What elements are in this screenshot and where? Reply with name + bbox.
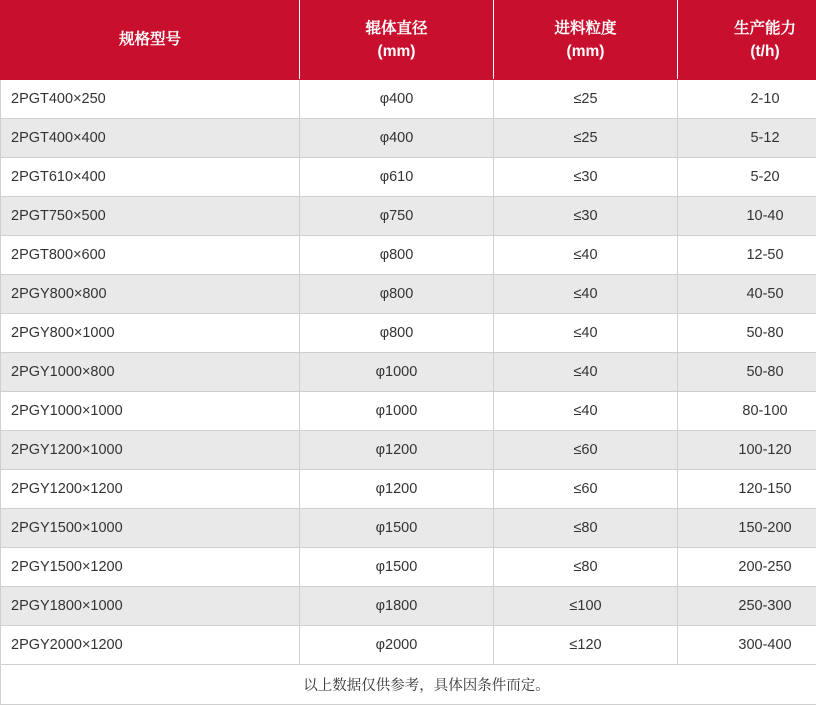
cell-model: 2PGY800×800 [1, 275, 300, 314]
table-footer [1, 665, 816, 705]
cell-model: 2PGY2000×1200 [1, 626, 300, 665]
cell-capacity: 250-300 [678, 587, 816, 626]
table-row [1, 509, 816, 548]
column-header-feed-size [494, 1, 678, 80]
cell-feed-size: ≤60 [494, 431, 678, 470]
table-body [1, 80, 816, 665]
table-row [1, 626, 816, 665]
cell-roller-diameter: φ800 [300, 314, 494, 353]
cell-model: 2PGY800×1000 [1, 314, 300, 353]
table-row [1, 431, 816, 470]
column-header-feed-size-title: 进料粒度 [554, 20, 616, 37]
cell-roller-diameter: φ1800 [300, 587, 494, 626]
column-header-model [1, 1, 300, 80]
cell-model: 2PGY1200×1000 [1, 431, 300, 470]
cell-model: 2PGT400×400 [1, 119, 300, 158]
cell-roller-diameter: φ1200 [300, 431, 494, 470]
cell-roller-diameter: φ750 [300, 197, 494, 236]
table-row [1, 80, 816, 119]
column-header-roller-diameter-title: 辊体直径 [365, 20, 427, 37]
cell-capacity: 10-40 [678, 197, 816, 236]
cell-roller-diameter: φ1000 [300, 353, 494, 392]
column-header-feed-size-unit: (mm) [498, 40, 673, 63]
cell-feed-size: ≤120 [494, 626, 678, 665]
cell-capacity: 120-150 [678, 470, 816, 509]
cell-feed-size: ≤60 [494, 470, 678, 509]
cell-feed-size: ≤40 [494, 275, 678, 314]
table-row [1, 119, 816, 158]
table-row [1, 314, 816, 353]
cell-roller-diameter: φ1500 [300, 509, 494, 548]
cell-capacity: 5-12 [678, 119, 816, 158]
cell-capacity: 5-20 [678, 158, 816, 197]
column-header-model-title: 规格型号 [119, 31, 181, 48]
column-header-capacity-unit: (t/h) [682, 40, 816, 63]
cell-feed-size: ≤100 [494, 587, 678, 626]
cell-model: 2PGY1200×1200 [1, 470, 300, 509]
table-header [1, 1, 816, 80]
cell-roller-diameter: φ2000 [300, 626, 494, 665]
table-header-row [1, 1, 816, 80]
cell-model: 2PGT800×600 [1, 236, 300, 275]
cell-model: 2PGY1000×1000 [1, 392, 300, 431]
cell-capacity: 50-80 [678, 353, 816, 392]
footnote: 以上数据仅供参考，具体因条件而定。 [1, 665, 816, 705]
cell-model: 2PGY1500×1200 [1, 548, 300, 587]
cell-capacity: 100-120 [678, 431, 816, 470]
cell-roller-diameter: φ800 [300, 236, 494, 275]
cell-model: 2PGY1000×800 [1, 353, 300, 392]
cell-feed-size: ≤25 [494, 119, 678, 158]
table-row [1, 392, 816, 431]
cell-model: 2PGY1500×1000 [1, 509, 300, 548]
cell-capacity: 2-10 [678, 80, 816, 119]
table-row [1, 470, 816, 509]
table-row [1, 158, 816, 197]
cell-model: 2PGT610×400 [1, 158, 300, 197]
cell-feed-size: ≤40 [494, 392, 678, 431]
cell-capacity: 300-400 [678, 626, 816, 665]
cell-roller-diameter: φ1200 [300, 470, 494, 509]
column-header-capacity [678, 1, 816, 80]
cell-model: 2PGT750×500 [1, 197, 300, 236]
column-header-roller-diameter [300, 1, 494, 80]
cell-feed-size: ≤80 [494, 548, 678, 587]
cell-capacity: 200-250 [678, 548, 816, 587]
cell-feed-size: ≤40 [494, 353, 678, 392]
cell-roller-diameter: φ1000 [300, 392, 494, 431]
cell-feed-size: ≤40 [494, 236, 678, 275]
cell-roller-diameter: φ1500 [300, 548, 494, 587]
cell-roller-diameter: φ610 [300, 158, 494, 197]
table-row [1, 275, 816, 314]
cell-feed-size: ≤30 [494, 197, 678, 236]
column-header-capacity-title: 生产能力 [734, 20, 796, 37]
column-header-roller-diameter-unit: (mm) [304, 40, 489, 63]
cell-capacity: 80-100 [678, 392, 816, 431]
table-row [1, 548, 816, 587]
table-row [1, 353, 816, 392]
cell-capacity: 40-50 [678, 275, 816, 314]
cell-feed-size: ≤30 [494, 158, 678, 197]
table-footer-row [1, 665, 816, 705]
cell-roller-diameter: φ400 [300, 119, 494, 158]
cell-capacity: 50-80 [678, 314, 816, 353]
cell-model: 2PGT400×250 [1, 80, 300, 119]
cell-roller-diameter: φ400 [300, 80, 494, 119]
table-row [1, 197, 816, 236]
table-row [1, 587, 816, 626]
cell-feed-size: ≤80 [494, 509, 678, 548]
table-row [1, 236, 816, 275]
cell-feed-size: ≤40 [494, 314, 678, 353]
cell-feed-size: ≤25 [494, 80, 678, 119]
cell-capacity: 12-50 [678, 236, 816, 275]
cell-capacity: 150-200 [678, 509, 816, 548]
cell-model: 2PGY1800×1000 [1, 587, 300, 626]
cell-roller-diameter: φ800 [300, 275, 494, 314]
